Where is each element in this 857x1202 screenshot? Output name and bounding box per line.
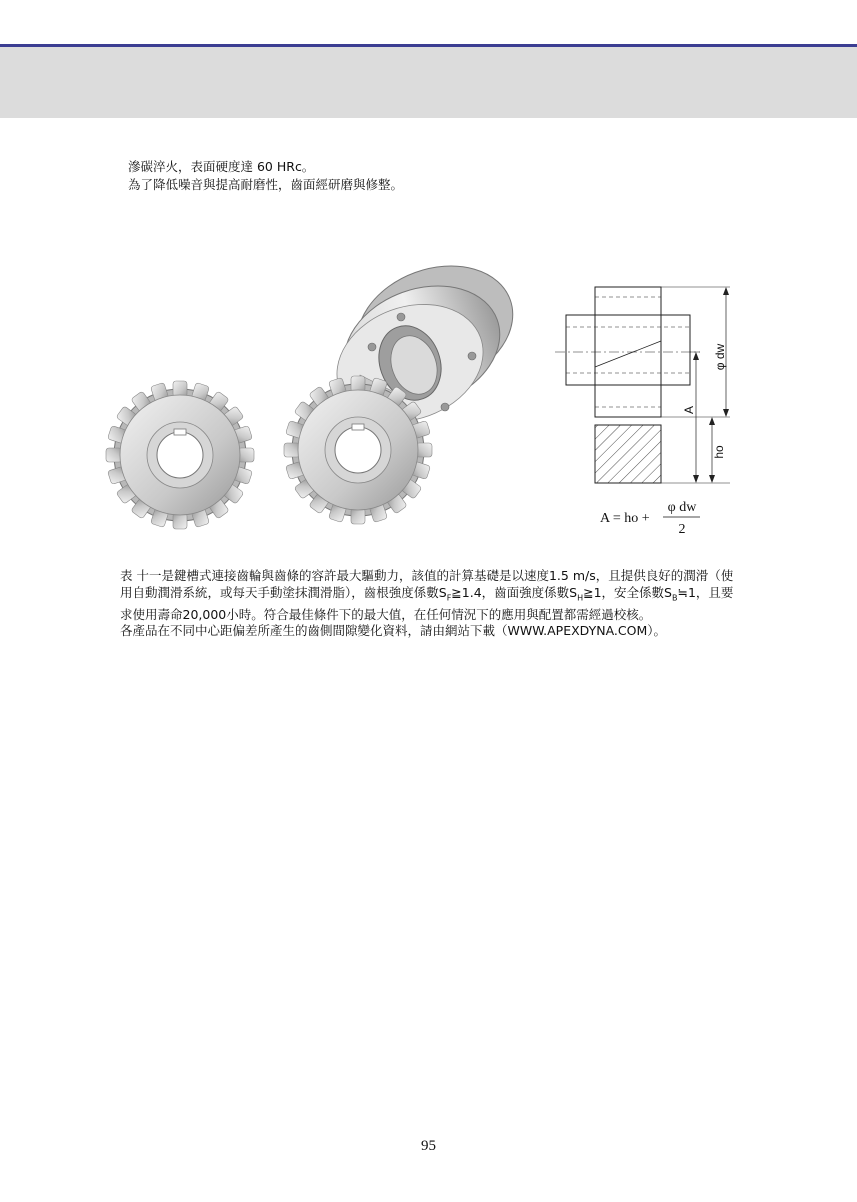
dim-label-a: A	[682, 405, 696, 415]
subscript-f: F	[446, 593, 452, 602]
flange-pinion	[284, 255, 530, 524]
formula-numerator: φ dw	[667, 500, 697, 515]
paragraph-2: 各產品在不同中心距偏差所產生的齒側間隙變化資料，請由網站下載（WWW.APEXDYNA.COM）。	[120, 623, 667, 638]
header-band	[0, 47, 857, 118]
formula-lhs: A = ho +	[600, 511, 650, 526]
dim-label-dw: φ dw	[713, 343, 727, 371]
paragraph-1-part-1: 表 十一是鍵槽式連接齒輪與齒條的容許最大驅動力，該值的計算基礎是以速度1.5 m/s，且提供良好的潤滑（使用自動潤滑系統，或每天手動塗抹潤滑脂），齒根強度係數S	[120, 568, 734, 600]
paragraph-1-part-4: ≒1，且要求使用壽命20,000小時。符合最佳條件下的最大值，在任何情況下的應用與配置都需經過校核。	[120, 584, 734, 622]
page-number: 95	[421, 1138, 436, 1154]
paragraph-1-part-3: ≧1，安全係數S	[583, 584, 672, 600]
intro-line-1: 滲碳淬火，表面硬度達 60 HRc。	[128, 159, 315, 174]
gear-figure	[100, 255, 760, 555]
formula-denominator: 2	[678, 522, 686, 537]
dim-label-ho: ho	[712, 445, 726, 459]
subscript-b: B	[671, 593, 678, 602]
subscript-h: H	[577, 593, 584, 602]
intro-line-2: 為了降低噪音與提高耐磨性，齒面經研磨與修整。	[128, 177, 404, 192]
paragraph-1	[120, 568, 740, 623]
body-text	[120, 568, 740, 640]
intro-text	[128, 158, 403, 194]
spur-gear-left	[106, 381, 254, 529]
formula	[600, 500, 700, 537]
dimension-drawing	[555, 287, 730, 483]
paragraph-1-part-2: ≧1.4，齒面強度係數S	[451, 584, 578, 600]
